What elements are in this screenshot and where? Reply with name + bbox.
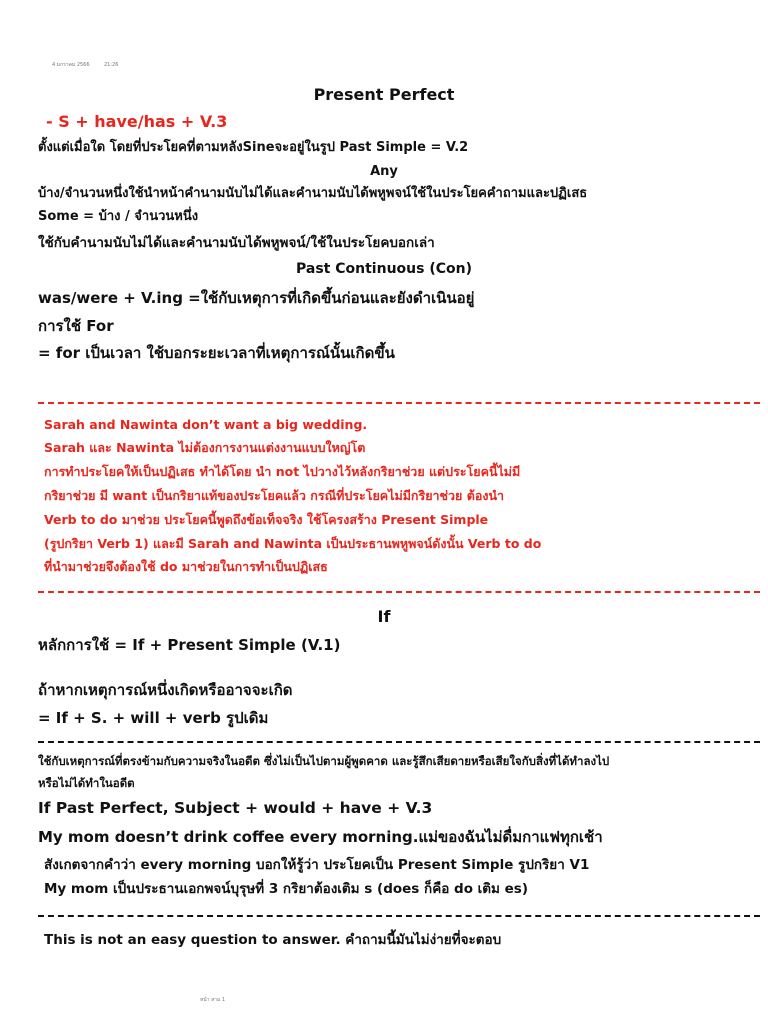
present-perfect-formula: - S + have/has + V.3 [46,112,228,131]
coffee-note-2: My mom เป็นประธานเอกพจน์บุรุษที่ 3 กริยาต้องเติม s (does ก็คือ do เติม es) [44,881,529,897]
divider-red-top [38,402,760,404]
for-description: = for เป็นเวลา ใช้บอกระยะเวลาที่เหตุการณ์นั้นเกิดขึ้น [38,344,395,362]
header-date: 4 มกราคม 2566 [52,62,90,68]
example-sentence: Sarah and Nawinta don’t want a big wedding. [44,417,368,432]
explanation-line-5: ที่นำมาช่วยจึงต้องใช้ do มาช่วยในการทำเป็นปฏิเสธ [44,559,328,574]
coffee-sentence: My mom doesn’t drink coffee every morning.แม่ของฉันไม่ดื่มกาแฟทุกเช้า [38,828,603,846]
past-perfect-description-1: ใช้กับเหตุการณ์ที่ตรงข้ามกับความจริงในอดีต ซึ่งไม่เป็นไปตามผู้พูดคาด และรู้สึกเสียดายหรือเสียใจกับสิ่งที่ได้ทำลงไป [38,754,610,768]
explanation-line-2: กริยาช่วย มี want เป็นกริยาแท้ของประโยคแล้ว กรณีที่ประโยคไม่มีกริยาช่วย ต้องนำ [44,488,505,503]
if-past-perfect-formula: If Past Perfect, Subject + would + have + V.3 [38,799,433,817]
example-translation: Sarah และ Nawinta ไม่ต้องการงานแต่งงานแบบใหญ่โต [44,440,366,455]
divider-red-bottom [38,591,760,593]
explanation-line-4: (รูปกริยา Verb 1) และมี Sarah and Nawinta เป็นประธานพหูพจน์ดังนั้น Verb to do [44,536,542,551]
some-description: ใช้กับคำนามนับไม่ได้และคำนามนับได้พหูพจน์/ใช้ในประโยคบอกเล่า [38,235,435,251]
divider-black-2 [38,915,760,917]
explanation-line-1: การทำประโยคให้เป็นปฏิเสธ ทำได้โดย นำ not ไปวางไว้หลังกริยาช่วย แต่ประโยคนี้ไม่มี [44,464,521,479]
since-note: ตั้งแต่เมื่อใด โดยที่ประโยคที่ตามหลังSineจะอยู่ในรูป Past Simple = V.2 [38,140,469,155]
divider-black-1 [38,741,760,743]
past-continuous-formula: was/were + V.ing =ใช้กับเหตุการที่เกิดขึ้นก่อนและยังดำเนินอยู่ [38,289,475,307]
for-usage-heading: การใช้ For [38,317,114,335]
past-continuous-title: Past Continuous (Con) [296,261,472,277]
easy-question-sentence: This is not an easy question to answer. คำถามนี้มันไม่ง่ายที่จะตอบ [44,932,502,948]
if-title: If [377,607,391,626]
footer-page-number: หน้า สาม 1 [200,997,226,1003]
header-time: 21:26 [104,62,119,68]
past-perfect-description-2: หรือไม่ได้ทำในอดีต [38,776,135,790]
section-title-present-perfect: Present Perfect [313,85,455,104]
any-title: Any [370,164,398,179]
if-formula: = If + S. + will + verb รูปเดิม [38,709,269,727]
explanation-line-3: Verb to do มาช่วย ประโยคนี้พูดถึงข้อเท็จจริง ใช้โครงสร้าง Present Simple [44,512,489,527]
any-description: บ้าง/จำนวนหนึ่งใช้นำหน้าคำนามนับไม่ได้และคำนามนับได้พหูพจน์ใช้ในประโยคคำถามและปฏิเสธ [38,186,588,201]
coffee-note-1: สังเกตจากคำว่า every morning บอกให้รู้ว่า ประโยคเป็น Present Simple รูปกริยา V1 [44,857,590,873]
if-meaning: ถ้าหากเหตุการณ์หนึ่งเกิดหรืออาจจะเกิด [38,681,293,699]
some-title: Some = บ้าง / จำนวนหนึ่ง [38,209,199,224]
if-rule: หลักการใช้ = If + Present Simple (V.1) [38,636,341,654]
